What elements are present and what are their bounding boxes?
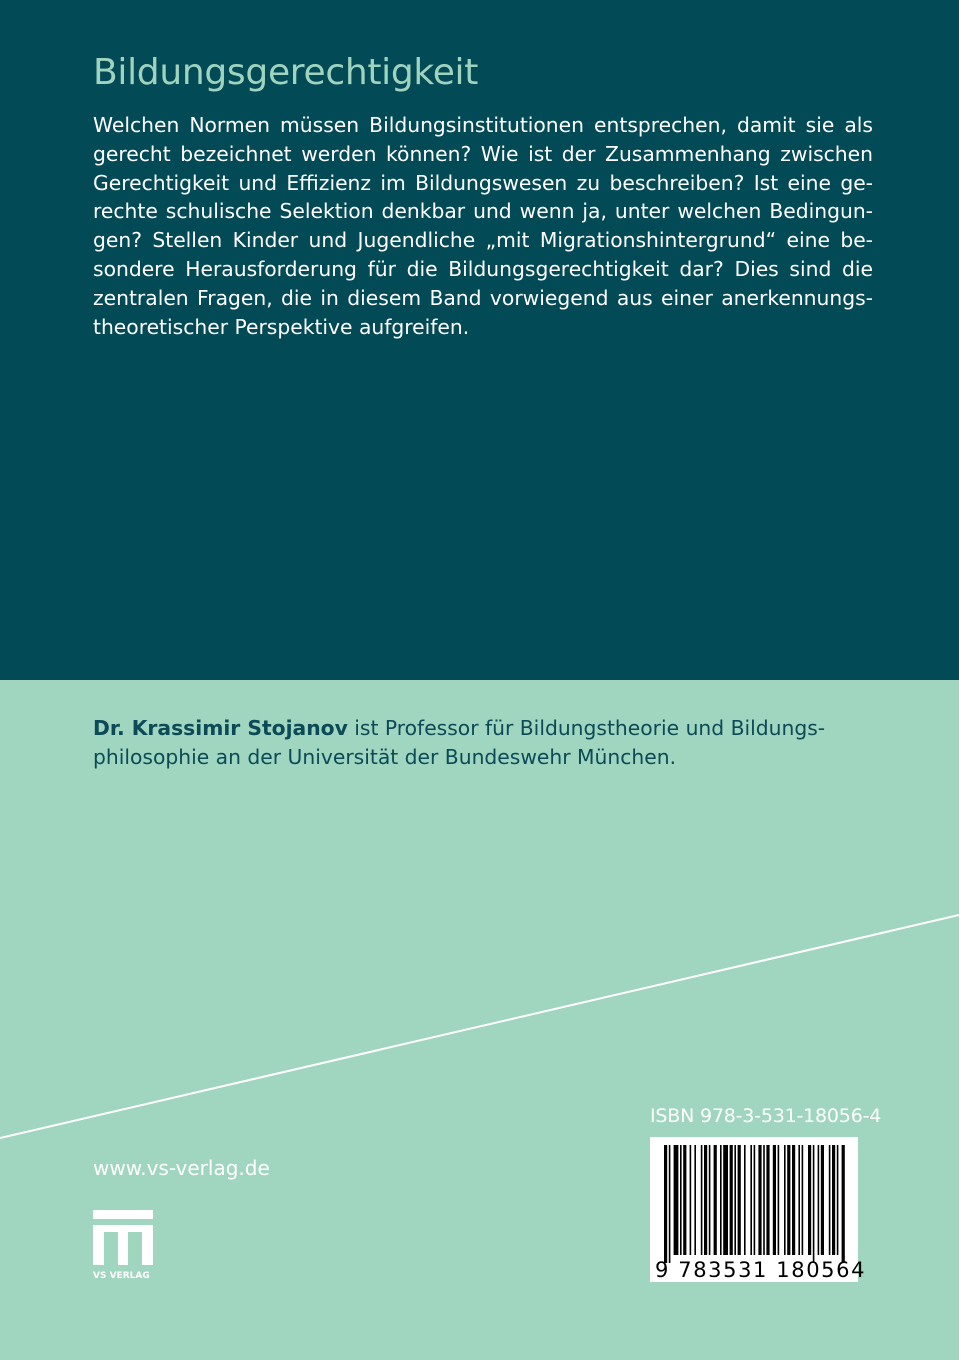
blurb-line: gen? Stellen Kinder und Jugendliche „mit Migrationshintergrund“ eine be-: [93, 228, 873, 253]
logo-text: VS VERLAG: [93, 1271, 150, 1281]
blurb-line: theoretischer Perspektive aufgreifen.: [93, 314, 470, 339]
barcode-bar: [802, 1145, 804, 1255]
author-bio-line: philosophie an der Universität der Bundeswehr München.: [93, 745, 677, 769]
barcode-bar: [813, 1145, 815, 1263]
barcode-bar: [734, 1145, 736, 1255]
barcode-bar: [798, 1145, 800, 1255]
publisher-website: www.vs-verlag.de: [93, 1156, 270, 1180]
barcode-bar: [754, 1145, 756, 1255]
isbn-label: ISBN 978-3-531-18056-4: [650, 1105, 882, 1127]
barcode-bar: [690, 1145, 692, 1255]
blurb-line: gerecht bezeichnet werden können? Wie ist der Zusammenhang zwischen: [93, 141, 873, 166]
barcode-bar: [720, 1145, 722, 1255]
barcode-bar: [763, 1145, 765, 1255]
book-title: Bildungsgerechtigkeit: [93, 52, 479, 93]
author-name: Dr. Krassimir Stojanov: [93, 716, 348, 740]
barcode-bar: [758, 1145, 761, 1255]
barcode-bar: [704, 1145, 707, 1255]
barcode-bar: [787, 1145, 790, 1255]
barcode-bar: [738, 1145, 741, 1255]
blurb-line: Gerechtigkeit und Effizienz im Bildungswesen zu beschreiben? Ist eine ge-: [93, 170, 873, 195]
barcode-bar: [821, 1145, 824, 1255]
blurb-line: zentralen Fragen, die in diesem Band vorwiegend aus einer anerkennungs-: [93, 285, 873, 310]
barcode-bar: [744, 1145, 746, 1255]
barcode-bar: [778, 1145, 780, 1255]
barcode-bar: [750, 1145, 752, 1255]
book-blurb: [93, 111, 873, 341]
barcode-bar: [808, 1145, 811, 1255]
barcode-bar: [766, 1145, 769, 1255]
barcode-bar: [680, 1145, 682, 1255]
barcode-bar: [832, 1145, 835, 1255]
barcode-number: 9 783531 180564: [655, 1258, 867, 1282]
barcode-bar: [683, 1145, 686, 1255]
barcode-bar: [784, 1145, 786, 1255]
barcode-bar: [818, 1145, 820, 1255]
author-bio-text: ist Professor für Bildungstheorie und Bildungs-: [347, 716, 826, 740]
barcode-bar: [837, 1145, 839, 1255]
barcode-bar: [792, 1145, 795, 1255]
barcode-bar: [730, 1145, 733, 1255]
barcode-bar: [664, 1145, 667, 1263]
blurb-line: sondere Herausforderung für die Bildungsgerechtigkeit dar? Dies sind die: [93, 256, 873, 281]
barcode-bar: [842, 1145, 845, 1263]
barcode-bar: [674, 1145, 679, 1255]
barcode-bar: [709, 1145, 711, 1255]
vs-verlag-logo-icon: [93, 1210, 155, 1282]
barcode-bar: [723, 1145, 728, 1255]
blurb-line: rechte schulische Selektion denkbar und wenn ja, unter welchen Bedingun-: [93, 199, 873, 224]
barcode-bar: [701, 1145, 703, 1255]
barcode-bar: [829, 1145, 831, 1255]
blurb-line: Welchen Normen müssen Bildungsinstitutionen entsprechen, damit sie als: [93, 113, 873, 137]
barcode-bar: [773, 1145, 776, 1255]
barcode-bar: [694, 1145, 696, 1255]
barcode-bar: [669, 1145, 671, 1263]
barcode-bar: [714, 1145, 717, 1255]
